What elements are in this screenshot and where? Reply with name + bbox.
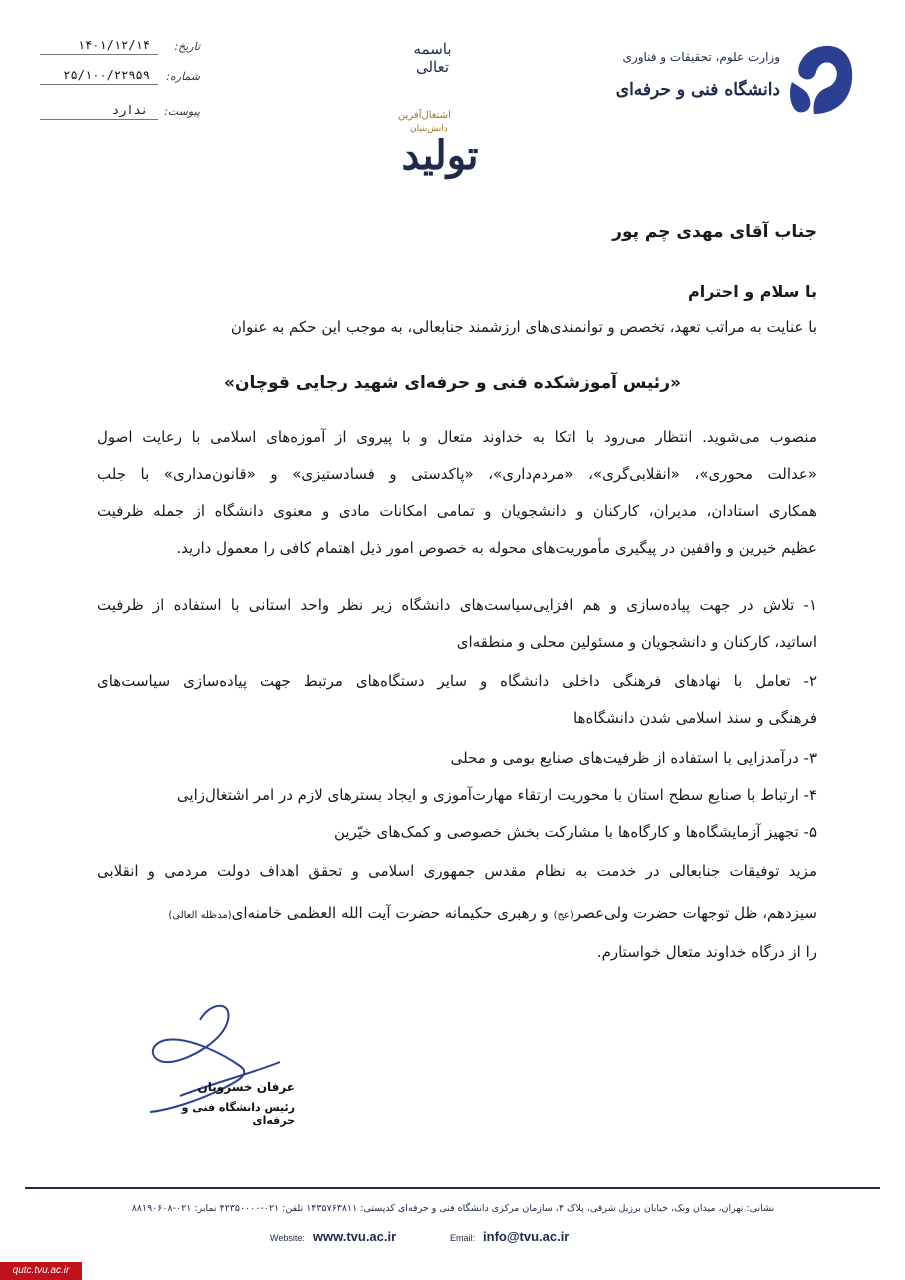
- list-item: ۴- ارتباط با صنایع سطح استان با محوریت ارتقاء مهارت‌آموزی و ایجاد بسترهای لازم در امر اشتغال‌زایی: [176, 786, 817, 804]
- date-value: ۱۴۰۱/۱۲/۱۴: [77, 38, 150, 52]
- paragraph-line: همکاری استادان، مدیران، کارکنان و دانشجویان و تمامی امکانات مادی و معنوی دانشگاه از جمله ظرفیت: [97, 502, 817, 520]
- paragraph-line: منصوب می‌شوید. انتظار می‌رود با اتکا به خداوند متعال و با پیروی از آموزه‌های اسلامی با رعایت اصول: [97, 428, 817, 446]
- footer-website: [270, 1229, 396, 1244]
- signer-title: رئیس دانشگاه فنی و حرفه‌ای: [181, 1101, 295, 1127]
- closing-line: را از درگاه خداوند متعال خواستارم.: [596, 943, 817, 961]
- list-item: ۲- تعامل با نهادهای فرهنگی داخلی دانشگاه و سایر دستگاه‌های مرتبط جهت پیاده‌سازی سیاست‌های: [97, 672, 817, 690]
- basmala-motto: باسمه تعالی: [413, 40, 452, 76]
- website-link[interactable]: www.tvu.ac.ir: [312, 1229, 397, 1244]
- closing-abbrev-1: (عج): [553, 910, 574, 921]
- list-item: ۳- درآمدزایی با استفاده از ظرفیت‌های صنایع بومی و محلی: [450, 749, 817, 767]
- number-value: ۲۵/۱۰۰/۲۲۹۵۹: [63, 68, 150, 82]
- emblem-subtitle-2: دانش‌بنیان: [410, 124, 448, 134]
- closing-line-2: [97, 904, 817, 922]
- site-watermark: qutc.tvu.ac.ir: [0, 1262, 82, 1280]
- email-link[interactable]: info@tvu.ac.ir: [483, 1229, 570, 1244]
- ministry-name: وزارت علوم، تحقیقات و فناوری: [622, 50, 780, 64]
- recipient: جناب آقای مهدی چم پور: [612, 222, 817, 242]
- date-field: [40, 40, 200, 58]
- production-emblem: [380, 100, 500, 180]
- list-item: فرهنگی و سند اسلامی شدن دانشگاه‌ها: [573, 709, 817, 727]
- closing-abbrev-2: (مدظله العالی): [168, 910, 232, 921]
- attachment-value: ندارد: [111, 103, 148, 117]
- closing-text-a: سیزدهم، ظل توجهات حضرت ولی‌عصر: [573, 904, 817, 922]
- attachment-field: [40, 105, 200, 123]
- list-item: اساتید، کارکنان و دانشجویان و مسئولین محلی و منطقه‌ای: [456, 633, 817, 651]
- emblem-subtitle-1: اشتغال‌آفرین: [398, 110, 451, 121]
- paragraph-line: عظیم خیرین و واقفین در پیگیری مأموریت‌های محوله به خصوص امور ذیل اهتمام کافی را معمول دارید.: [176, 539, 817, 557]
- university-logo-icon: [786, 42, 856, 118]
- date-underline: [40, 54, 158, 55]
- closing-text-c: و رهبری حکیمانه حضرت آیت الله العظمی خامنه‌ای: [231, 904, 554, 922]
- signer-name: عرفان خسرویان: [197, 1080, 295, 1094]
- number-underline: [40, 84, 158, 85]
- date-label: تاریخ:: [174, 40, 200, 53]
- website-label: Website:: [270, 1233, 305, 1243]
- footer-divider: [25, 1187, 880, 1189]
- footer-email: [450, 1229, 569, 1244]
- university-name: دانشگاه فنی و حرفه‌ای: [615, 80, 780, 100]
- greeting: با سلام و احترام: [688, 282, 817, 301]
- footer-address: نشانی: تهران، میدان ونک، خیابان برزیل شرقی، پلاک ۴، سازمان مرکزی دانشگاه فنی و حرفه‌ای کدپستی: ۱۴۳۵۷۶۳۸۱۱ تلفن: ۰۲۱-۴۲۳۵۰۰۰۰ نمابر: ۰۲۱-۸۸۱۹۰۶۰۸: [131, 1203, 775, 1214]
- intro-line: با عنایت به مراتب تعهد، تخصص و توانمندی‌های ارزشمند جنابعالی، به موجب این حکم به عنوان: [230, 318, 817, 336]
- attachment-label: پیوست:: [164, 105, 200, 118]
- paragraph-line: «عدالت محوری»، «انقلابی‌گری»، «مردم‌داری»، «پاکدستی و فسادستیزی» و «قانون‌مداری» با جلب: [97, 465, 817, 483]
- number-field: [40, 70, 200, 88]
- list-item: ۱- تلاش در جهت پیاده‌سازی و هم افزایی‌سیاست‌های دانشگاه زیر نظر واحد استانی با استفاده از ظرفیت: [97, 596, 817, 614]
- appointment-position: «رئیس آموزشکده فنی و حرفه‌ای شهید رجایی قوچان»: [224, 373, 681, 393]
- number-label: شماره:: [166, 70, 200, 83]
- email-label: Email:: [450, 1233, 476, 1243]
- emblem-word: تولید: [401, 132, 479, 179]
- closing-line: مزید توفیقات جنابعالی در خدمت به نظام مقدس جمهوری اسلامی و تحقق اهداف دولت مردمی و انقلابی: [97, 862, 817, 880]
- attachment-underline: [40, 119, 158, 120]
- list-item: ۵- تجهیز آزمایشگاه‌ها و کارگاه‌ها با مشارکت بخش خصوصی و کمک‌های خیّرین: [334, 823, 817, 841]
